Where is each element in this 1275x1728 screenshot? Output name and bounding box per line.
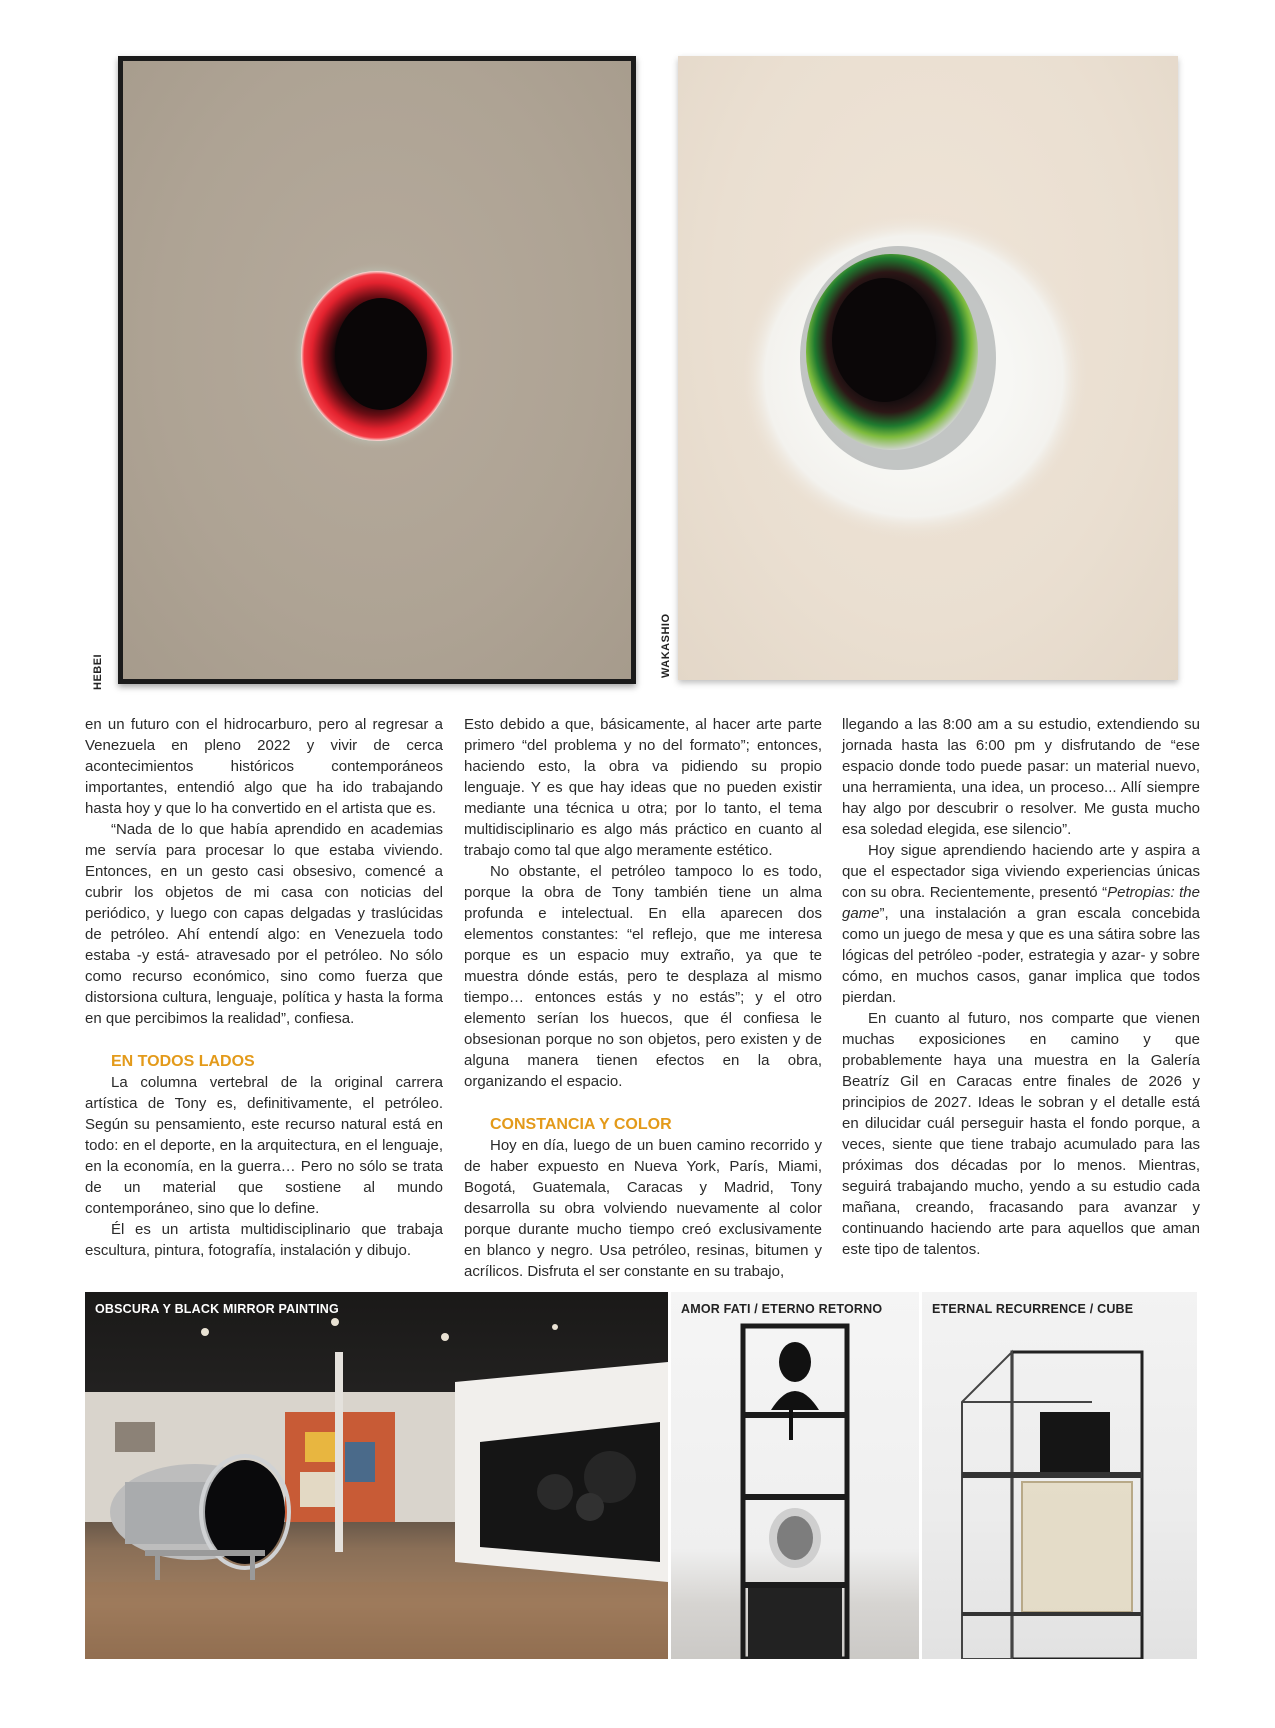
photo-caption: OBSCURA Y BLACK MIRROR PAINTING (95, 1302, 339, 1316)
paragraph (842, 840, 1200, 1008)
hebei-artwork (123, 61, 631, 679)
paragraph-text: Hoy sigue aprendiendo haciendo arte y aspira a que el espectador siga viviendo experiencias únicas con su obra. Recientemente, presentó “ (842, 842, 1200, 901)
paragraph: En cuanto al futuro, nos comparte que vienen muchas exposiciones en camino y que probablemente haya una muestra en la Galería Beatríz Gil en Caracas entre finales de 2026 y principios de 2027. Ideas le sobran y el detalle está en dilucidar cuál perseguir hasta el fondo porque, a veces, siente que tiene trabajo acumulado para las próximas dos décadas por lo menos. Mientras, seguirá trabajando mucho, yendo a su estudio cada mañana, creando, fracasando para avanzar y continuando haciendo arte para aquellos que aman este tipo de talentos. (842, 1010, 1200, 1258)
photo-eternal-recurrence (922, 1292, 1197, 1659)
paragraph: Él es un artista multidisciplinario que trabaja escultura, pintura, fotografía, instalación y dibujo. (85, 1221, 443, 1259)
photo-amor-fati (671, 1292, 919, 1659)
text-column-1 (85, 714, 443, 1261)
paragraph: “Nada de lo que había aprendido en academias me servía para procesar lo que estaba viviendo. Entonces, en un gesto casi obsesivo, comencé a cubrir los objetos de mi casa con noticias del periódico, y luego con capas delgadas y traslúcidas de petróleo. Ahí entendí algo: en Venezuela todo estaba -y está- atravesado por el petróleo. No sólo como recurso económico, sino como fuerza que distorsiona cultura, lenguaje, política y hasta la forma en que percibimos la realidad”, confiesa. (85, 821, 443, 1027)
paragraph: Hoy en día, luego de un buen camino recorrido y de haber expuesto en Nueva York, París, Miami, Bogotá, Guatemala, Caracas y Madrid, Tony desarrolla su obra volviendo nuevamente al color porque durante mucho tiempo creó exclusivamente en blanco y negro. Usa petróleo, resinas, bitumen y acrílicos. Disfruta el ser constante en su trabajo, (464, 1137, 822, 1280)
hebei-painting (118, 56, 636, 684)
paragraph: La columna vertebral de la original carrera artística de Tony es, definitivamente, el petróleo. Según su pensamiento, este recurso natural está en todo: en el deporte, en la arquitectura, en el lenguaje, en la economía, en la guerra… Pero no sólo se trata de un material que sostiene al mundo contemporáneo, sino que lo define. (85, 1074, 443, 1217)
cube-sculpture (922, 1292, 1197, 1659)
hebei-caption: HEBEI (92, 653, 104, 690)
text-column-3 (842, 714, 1200, 1260)
paragraph: en un futuro con el hidrocarburo, pero al regresar a Venezuela en pleno 2022 y vivir de cerca acontecimientos históricos contemporáneos importantes, entendió algo que ha ido trabajando hasta hoy y que lo ha convertido en el artista que es. (85, 716, 443, 817)
gallery-scene (85, 1292, 668, 1659)
text-column-2 (464, 714, 822, 1282)
hebei-canvas (123, 61, 631, 679)
paragraph: No obstante, el petróleo tampoco lo es todo, porque la obra de Tony también tiene un alma profunda e intelectual. En ella aparecen dos elementos constantes: “el reflejo, que me interesa porque es un espacio muy extraño, ya que te muestra dónde estás, pero te desplaza al mismo tiempo… entonces estás y no estás”; y el otro elemento serían los huecos, que él confiesa le obsesionan porque no son objetos, pero existen y de alguna manera tienen efectos en la obra, organizando el espacio. (464, 863, 822, 1090)
section-heading-constancia-y-color: CONSTANCIA Y COLOR (490, 1116, 672, 1133)
sculpture-shelf (671, 1292, 919, 1659)
photo-obscura-gallery (85, 1292, 668, 1659)
photo-caption: AMOR FATI / ETERNO RETORNO (681, 1302, 883, 1316)
paragraph: Esto debido a que, básicamente, al hacer arte parte primero “del problema y no del formato”; entonces, haciendo esto, la obra va pidiendo su propio lenguaje. Y es que hay ideas que no pueden existir mediante una técnica u otra; por lo tanto, el tema multidisciplinario es algo más práctico en cuanto al trabajo como tal que algo meramente estético. (464, 716, 822, 859)
wakashio-canvas (678, 56, 1178, 680)
paragraph-text: ”, una instalación a gran escala concebida como un juego de mesa y que es una sátira sobre las lógicas del petróleo -poder, estrategia y azar- y sobre cómo, en muchos casos, ganar implica que todos pierdan. (842, 905, 1200, 1006)
wakashio-painting (678, 56, 1178, 680)
wakashio-caption: WAKASHIO (660, 613, 672, 678)
paragraph: llegando a las 8:00 am a su estudio, extendiendo su jornada hasta las 6:00 pm y disfrutando de “ese espacio donde todo puede pasar: un material nuevo, una herramienta, una idea, un proceso... Allí siempre hay algo por descubrir o resolver. Me gusta mucho esa soledad elegida, ese silencio”. (842, 716, 1200, 838)
installation-title: Petropias: the game (842, 884, 1200, 922)
wakashio-artwork (678, 56, 1178, 680)
photo-caption: ETERNAL RECURRENCE / CUBE (932, 1302, 1134, 1316)
section-heading-en-todos-lados: EN TODOS LADOS (111, 1053, 255, 1070)
